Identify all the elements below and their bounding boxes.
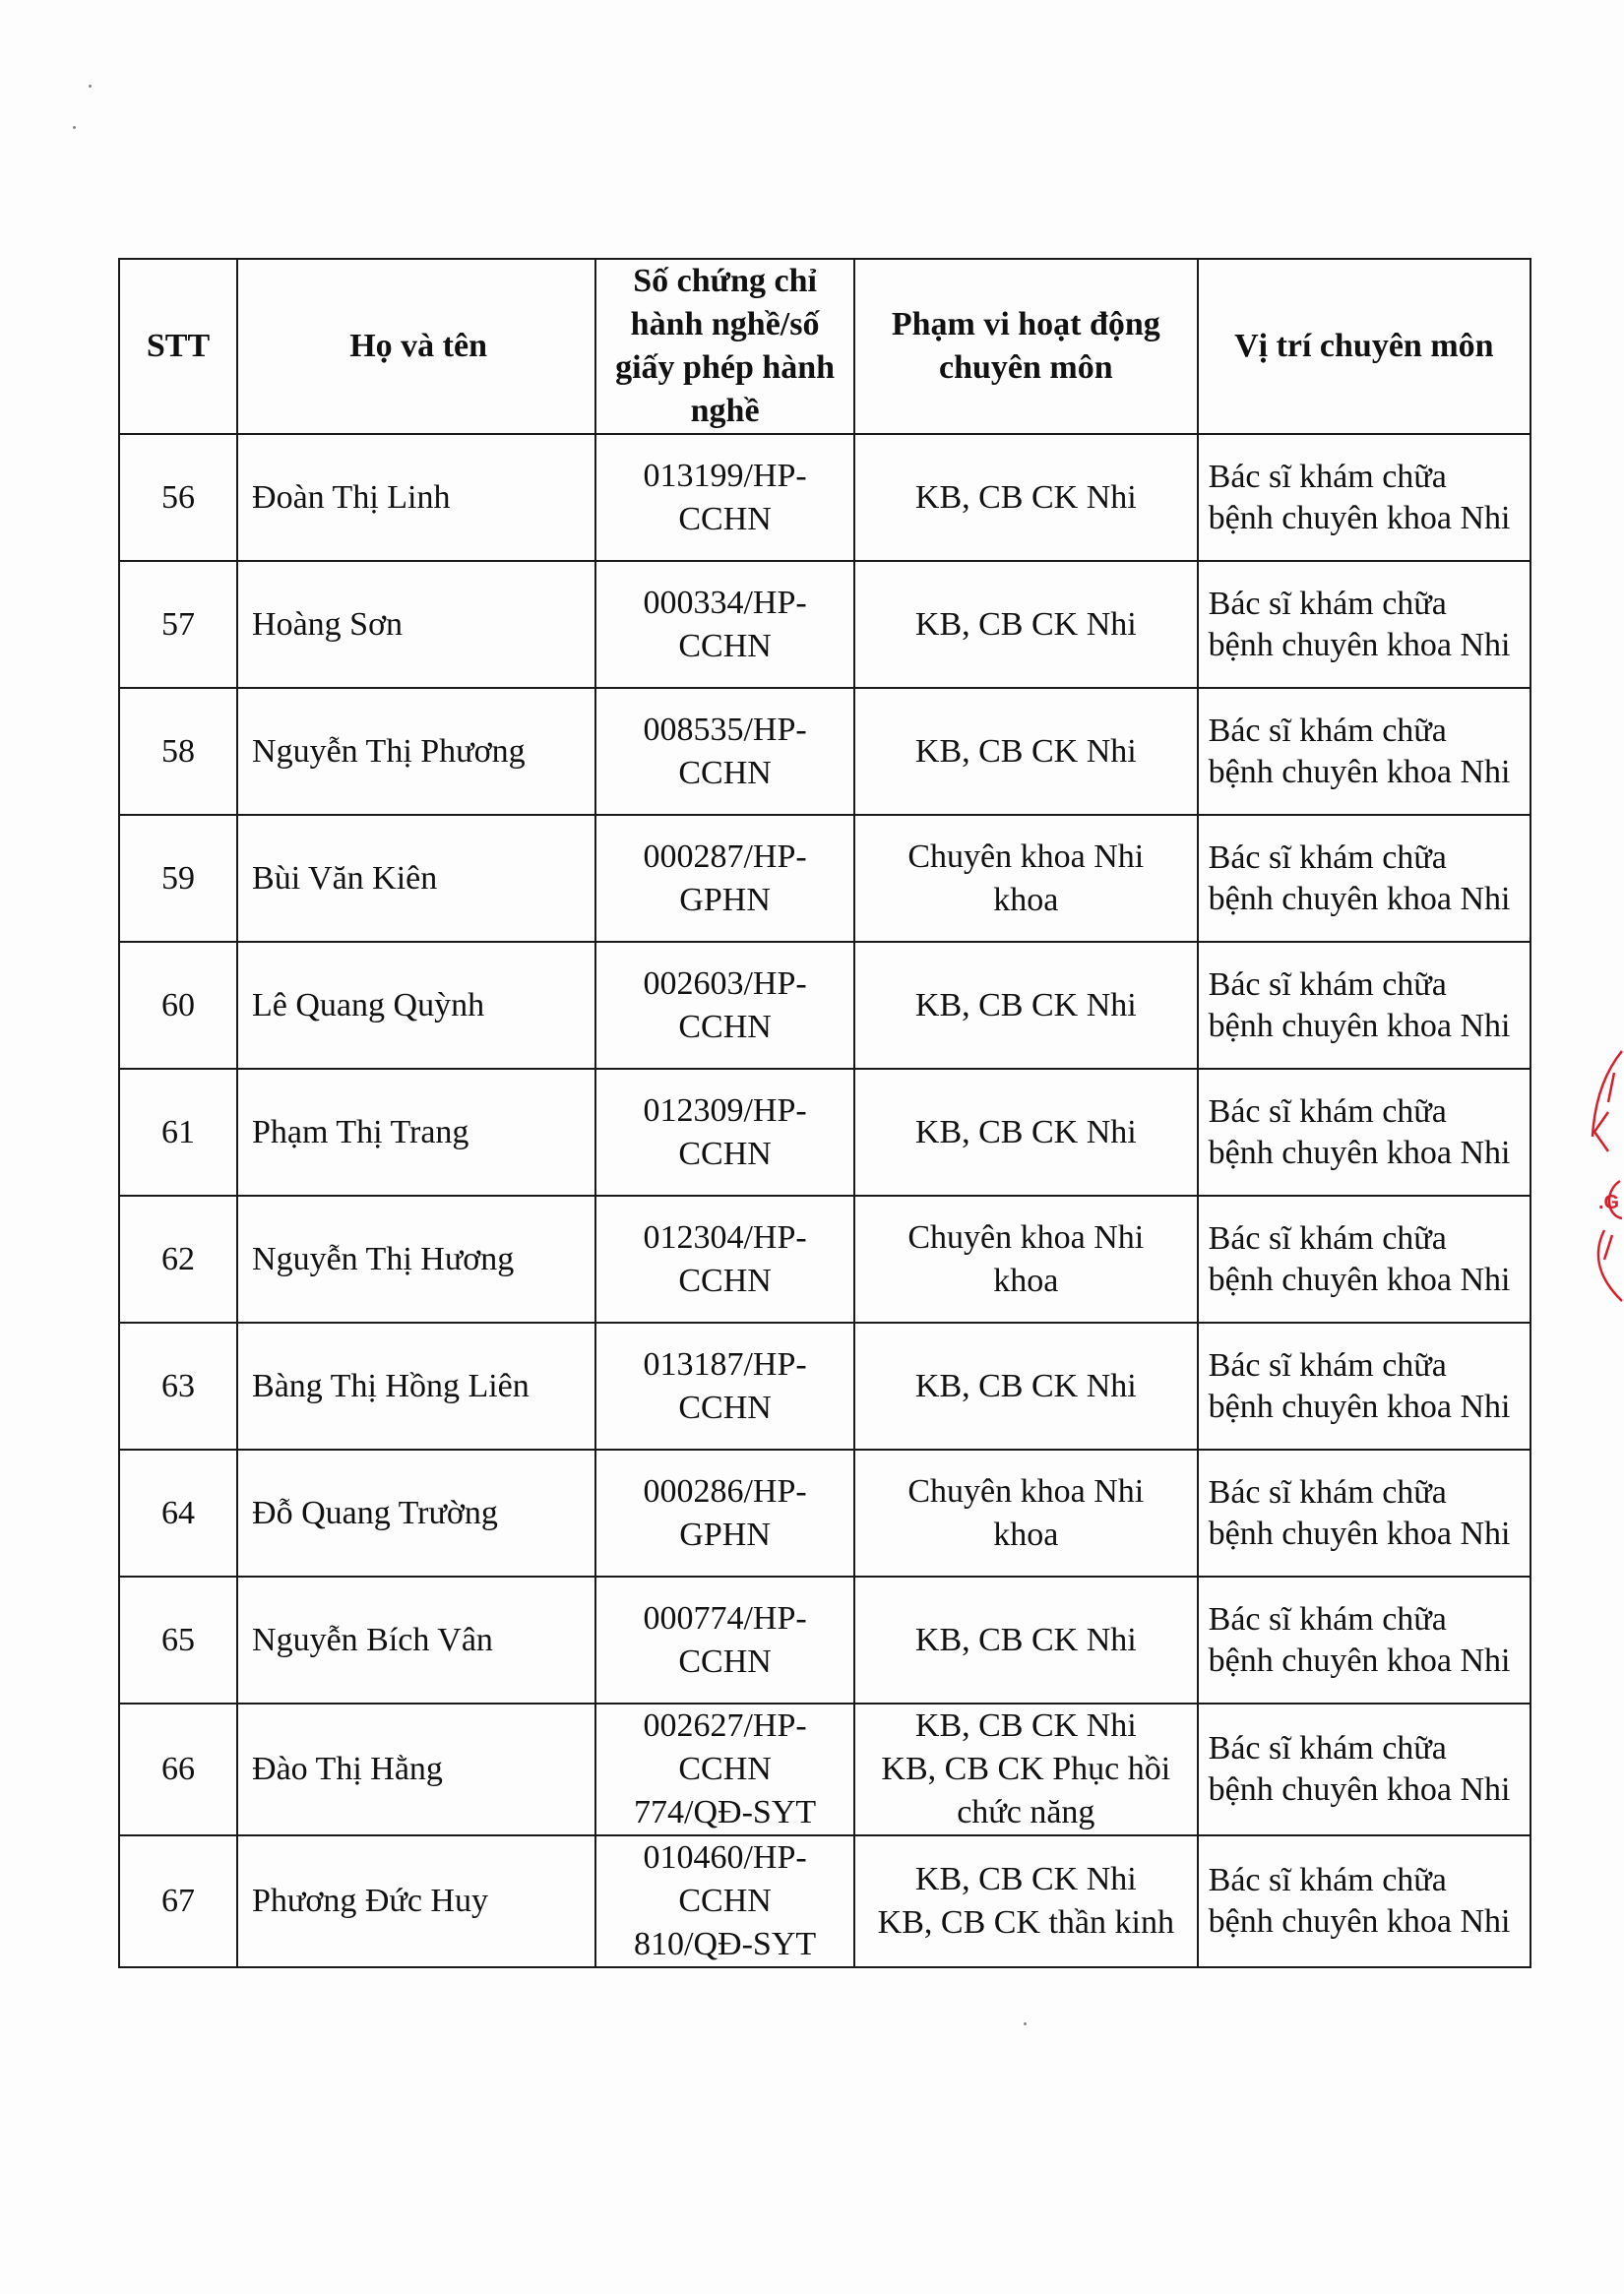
- stamp-stroke: [1608, 1073, 1614, 1102]
- scan-speck: [73, 126, 76, 129]
- cell-scope: Chuyên khoa Nhi khoa: [854, 1450, 1198, 1577]
- cell-name: Nguyễn Thị Hương: [237, 1196, 595, 1323]
- cell-certificate: 002627/HP- CCHN 774/QĐ-SYT: [595, 1704, 854, 1835]
- cell-position: Bác sĩ khám chữa bệnh chuyên khoa Nhi: [1198, 1069, 1530, 1196]
- cell-position: Bác sĩ khám chữa bệnh chuyên khoa Nhi: [1198, 1835, 1530, 1967]
- cell-stt: 61: [119, 1069, 237, 1196]
- cell-name: Đoàn Thị Linh: [237, 434, 595, 561]
- cell-stt: 66: [119, 1704, 237, 1835]
- table-row: [119, 1069, 1530, 1196]
- table-row: [119, 1577, 1530, 1704]
- cell-stt: 58: [119, 688, 237, 815]
- stamp-letter-glyph: .G: [1598, 1192, 1620, 1213]
- cell-stt: 56: [119, 434, 237, 561]
- cell-name: Đỗ Quang Trường: [237, 1450, 595, 1577]
- cell-certificate: 010460/HP- CCHN 810/QĐ-SYT: [595, 1835, 854, 1967]
- stamp-stroke: [1594, 1112, 1608, 1151]
- table-body: [119, 434, 1530, 1967]
- cell-stt: 59: [119, 815, 237, 942]
- cell-certificate: 000334/HP- CCHN: [595, 561, 854, 688]
- cell-position: Bác sĩ khám chữa bệnh chuyên khoa Nhi: [1198, 434, 1530, 561]
- header-position: Vị trí chuyên môn: [1198, 259, 1530, 434]
- table-row: [119, 1704, 1530, 1835]
- scan-speck: [89, 85, 92, 88]
- cell-scope: Chuyên khoa Nhi khoa: [854, 815, 1198, 942]
- cell-name: Phạm Thị Trang: [237, 1069, 595, 1196]
- cell-name: Đào Thị Hằng: [237, 1704, 595, 1835]
- cell-position: Bác sĩ khám chữa bệnh chuyên khoa Nhi: [1198, 815, 1530, 942]
- cell-certificate: 000286/HP- GPHN: [595, 1450, 854, 1577]
- cell-certificate: 000287/HP- GPHN: [595, 815, 854, 942]
- stamp-stroke: [1604, 1235, 1612, 1260]
- cell-scope: KB, CB CK Nhi: [854, 1577, 1198, 1704]
- cell-position: Bác sĩ khám chữa bệnh chuyên khoa Nhi: [1198, 1450, 1530, 1577]
- cell-scope: KB, CB CK Nhi KB, CB CK Phục hồi chức năng: [854, 1704, 1198, 1835]
- cell-certificate: 012304/HP- CCHN: [595, 1196, 854, 1323]
- cell-scope: KB, CB CK Nhi: [854, 688, 1198, 815]
- cell-scope: KB, CB CK Nhi: [854, 1323, 1198, 1450]
- table-row: [119, 561, 1530, 688]
- table-row: [119, 1323, 1530, 1450]
- header-row: [119, 259, 1530, 434]
- cell-name: Hoàng Sơn: [237, 561, 595, 688]
- cell-certificate: 008535/HP- CCHN: [595, 688, 854, 815]
- cell-position: Bác sĩ khám chữa bệnh chuyên khoa Nhi: [1198, 1196, 1530, 1323]
- cell-stt: 63: [119, 1323, 237, 1450]
- table-row: [119, 434, 1530, 561]
- cell-name: Nguyễn Thị Phương: [237, 688, 595, 815]
- table-row: [119, 942, 1530, 1069]
- cell-scope: KB, CB CK Nhi: [854, 942, 1198, 1069]
- header-certificate: Số chứng chỉ hành nghề/số giấy phép hành nghề: [595, 259, 854, 434]
- cell-name: Phương Đức Huy: [237, 1835, 595, 1967]
- table-row: [119, 688, 1530, 815]
- cell-position: Bác sĩ khám chữa bệnh chuyên khoa Nhi: [1198, 942, 1530, 1069]
- cell-scope: KB, CB CK Nhi KB, CB CK thần kinh: [854, 1835, 1198, 1967]
- cell-name: Bàng Thị Hồng Liên: [237, 1323, 595, 1450]
- cell-name: Lê Quang Quỳnh: [237, 942, 595, 1069]
- cell-stt: 67: [119, 1835, 237, 1967]
- header-stt: STT: [119, 259, 237, 434]
- cell-stt: 64: [119, 1450, 237, 1577]
- cell-stt: 65: [119, 1577, 237, 1704]
- header-name: Họ và tên: [237, 259, 595, 434]
- scan-speck: [1024, 2022, 1027, 2025]
- cell-scope: KB, CB CK Nhi: [854, 1069, 1198, 1196]
- table-row: [119, 1196, 1530, 1323]
- cell-name: Bùi Văn Kiên: [237, 815, 595, 942]
- cell-scope: KB, CB CK Nhi: [854, 561, 1198, 688]
- cell-position: Bác sĩ khám chữa bệnh chuyên khoa Nhi: [1198, 1577, 1530, 1704]
- cell-stt: 62: [119, 1196, 237, 1323]
- cell-position: Bác sĩ khám chữa bệnh chuyên khoa Nhi: [1198, 561, 1530, 688]
- cell-stt: 57: [119, 561, 237, 688]
- cell-certificate: 012309/HP- CCHN: [595, 1069, 854, 1196]
- header-scope: Phạm vi hoạt động chuyên môn: [854, 259, 1198, 434]
- cell-name: Nguyễn Bích Vân: [237, 1577, 595, 1704]
- red-stamp-edge: [1565, 1043, 1624, 1309]
- cell-certificate: 002603/HP- CCHN: [595, 942, 854, 1069]
- staff-table: [118, 258, 1531, 1968]
- cell-scope: Chuyên khoa Nhi khoa: [854, 1196, 1198, 1323]
- table-row: [119, 1450, 1530, 1577]
- cell-certificate: 013187/HP- CCHN: [595, 1323, 854, 1450]
- cell-position: Bác sĩ khám chữa bệnh chuyên khoa Nhi: [1198, 1704, 1530, 1835]
- cell-position: Bác sĩ khám chữa bệnh chuyên khoa Nhi: [1198, 688, 1530, 815]
- cell-position: Bác sĩ khám chữa bệnh chuyên khoa Nhi: [1198, 1323, 1530, 1450]
- cell-certificate: 013199/HP- CCHN: [595, 434, 854, 561]
- table-row: [119, 815, 1530, 942]
- cell-certificate: 000774/HP- CCHN: [595, 1577, 854, 1704]
- cell-stt: 60: [119, 942, 237, 1069]
- cell-scope: KB, CB CK Nhi: [854, 434, 1198, 561]
- stamp-stroke: [1593, 1051, 1622, 1137]
- table-row: [119, 1835, 1530, 1967]
